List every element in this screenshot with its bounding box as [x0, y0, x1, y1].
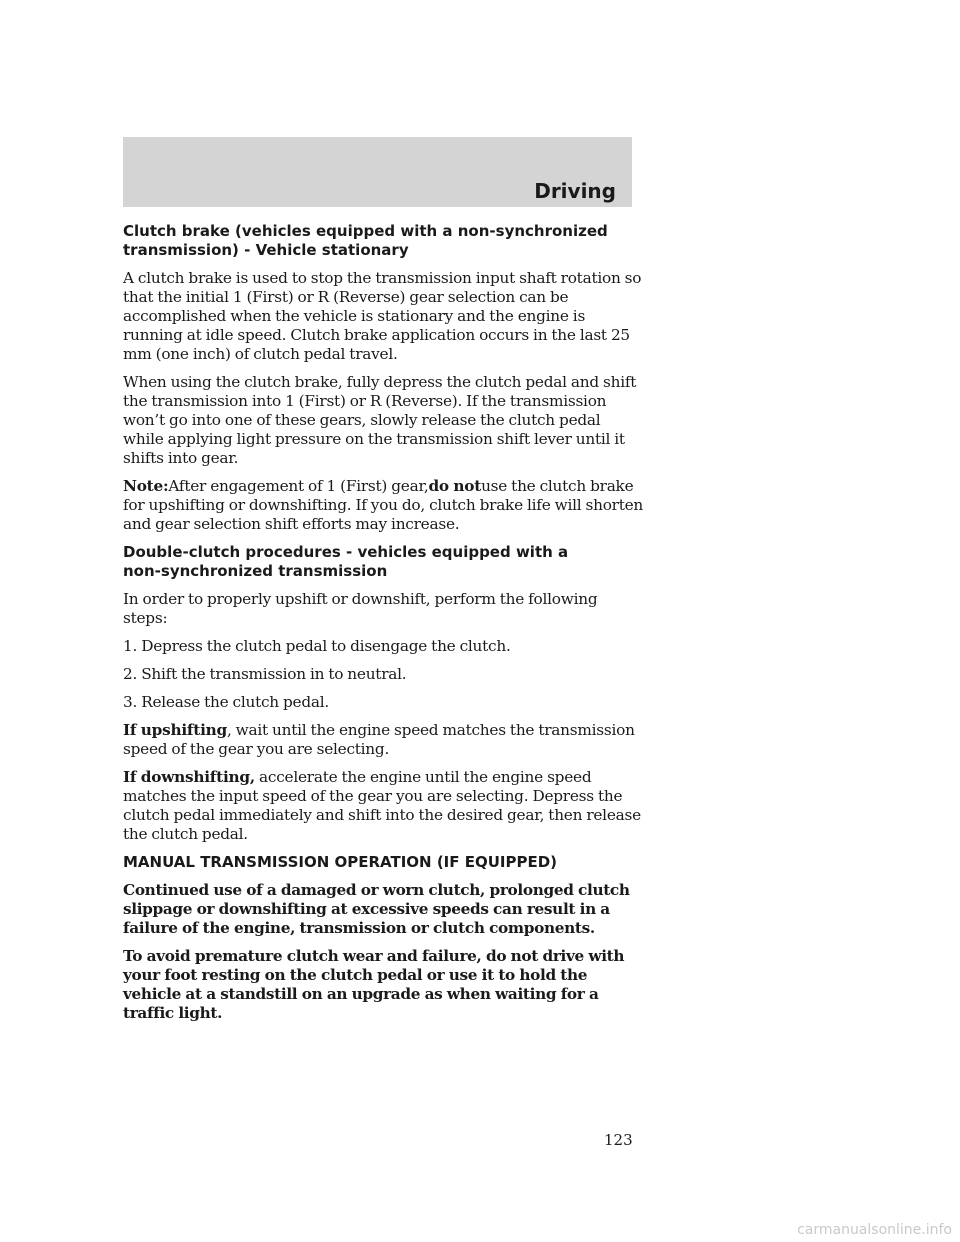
step-item: 1. Depress the clutch pedal to disengage the clutch.	[123, 637, 511, 655]
step-item: 3. Release the clutch pedal.	[123, 693, 330, 711]
page-content	[123, 222, 643, 1032]
downshift-paragraph	[123, 768, 643, 844]
page-number: 123	[604, 1131, 633, 1149]
clutch-brake-para2: When using the clutch brake, fully depress the clutch pedal and shift the transmission into 1 (First) or R (Reverse). If the transmission won’t go into one of these gears, slowly release the clutch pedal while applying light pressure on the transmission shift lever until it shifts into gear.	[123, 373, 637, 467]
clutch-brake-heading-line2: transmission) - Vehicle stationary	[123, 241, 409, 259]
double-clutch-heading-line2: non-synchronized transmission	[123, 562, 388, 580]
section-title: Driving	[534, 179, 616, 203]
clutch-brake-para1: A clutch brake is used to stop the transmission input shaft rotation so that the initial 1 (First) or R (Reverse) gear selection can be accomplished when the vehicle is stationary and the engine is running at idle speed. Clutch brake application occurs in the last 25 mm (one inch) of clutch pedal travel.	[123, 269, 642, 363]
manual-transmission-heading: MANUAL TRANSMISSION OPERATION (IF EQUIPPED)	[123, 853, 558, 871]
double-clutch-intro: In order to properly upshift or downshift, perform the following steps:	[123, 590, 598, 627]
manual-warning2: To avoid premature clutch wear and failure, do not drive with your foot resting on the clutch pedal or use it to hold the vehicle at a standstill on an upgrade as when waiting for a traffic light.	[123, 947, 625, 1022]
upshift-text: , wait until the engine speed matches the transmission speed of the gear you are selecting.	[123, 721, 635, 758]
downshift-label: If downshifting,	[123, 768, 255, 786]
watermark: carmanualsonline.info	[797, 1222, 952, 1238]
double-clutch-heading-line1: Double-clutch procedures - vehicles equipped with a	[123, 543, 569, 561]
note-text2: use the clutch brake for upshifting or downshifting. If you do, clutch brake life will shorten and gear selection shift efforts may increase.	[123, 477, 644, 533]
upshift-label: If upshifting	[123, 721, 227, 739]
double-clutch-heading	[123, 543, 643, 581]
clutch-brake-heading	[123, 222, 643, 260]
upshift-paragraph	[123, 721, 643, 759]
note-text1: After engagement of 1 (First) gear,	[168, 477, 429, 495]
note-emphasis: do not	[428, 477, 482, 495]
clutch-brake-note	[123, 477, 643, 534]
note-label: Note:	[123, 477, 169, 495]
step-item: 2. Shift the transmission in to neutral.	[123, 665, 407, 683]
section-header-band	[123, 137, 632, 207]
manual-warning1: Continued use of a damaged or worn clutch, prolonged clutch slippage or downshifting at excessive speeds can result in a failure of the engine, transmission or clutch components.	[123, 881, 630, 937]
downshift-text: accelerate the engine until the engine speed matches the input speed of the gear you are selecting. Depress the clutch pedal immediately and shift into the desired gear, then release the clutch pedal.	[123, 768, 641, 843]
clutch-brake-heading-line1: Clutch brake (vehicles equipped with a non-synchronized	[123, 222, 608, 240]
